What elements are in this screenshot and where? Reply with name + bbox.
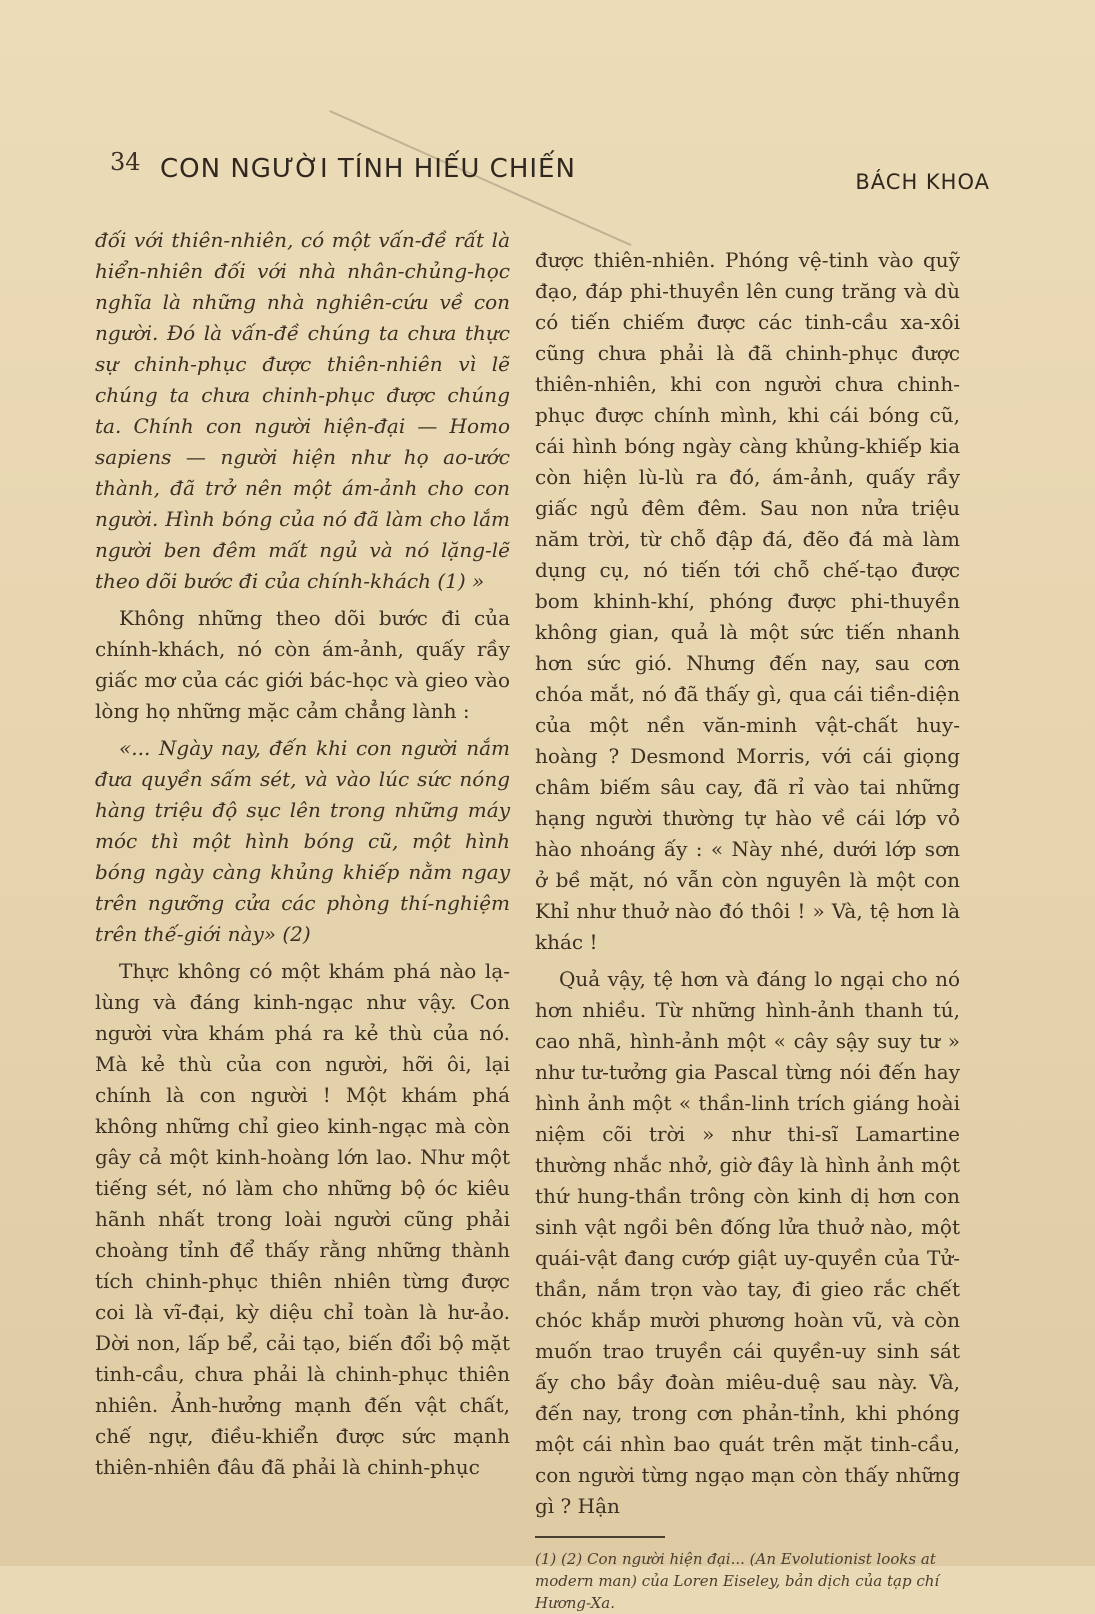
left-column: [95, 225, 510, 1489]
right-column: [535, 245, 960, 1614]
paragraph: Thực không có một khám phá nào lạ-lùng và đáng kinh-ngạc như vậy. Con người vừa khám phá ra kẻ thù của nó. Mà kẻ thù của con người, hỡi ôi, lại chính là con người ! Một khám phá không những chỉ gieo kinh-ngạc mà còn gây cả một kinh-hoàng lớn lao. Như một tiếng sét, nó làm cho những bộ óc kiêu hãnh nhất trong loài người cũng phải choàng tỉnh để thấy rằng những thành tích chinh-phục thiên nhiên từng được coi là vĩ-đại, kỳ diệu chỉ toàn là hư-ảo. Dời non, lấp bể, cải tạo, biến đổi bộ mặt tinh-cầu, chưa phải là chinh-phục thiên nhiên. Ảnh-hưởng mạnh đến vật chất, chế ngự, điều-khiển được sức mạnh thiên-nhiên đâu đã phải là chinh-phục: [95, 959, 510, 1479]
page-header: [110, 140, 990, 200]
page-number: 34: [110, 148, 141, 176]
footnote: (1) (2) Con người hiện đại... (An Evolutionist looks at modern man) của Loren Eiseley, bản dịch của tạp chí Hương-Xa.: [535, 1550, 940, 1612]
quote-block-2: «... Ngày nay, đến khi con người nắm đưa quyền sấm sét, và vào lúc sức nóng hàng triệu độ sục lên trong những máy móc thì một hình bóng cũ, một hình bóng ngày càng khủng khiếp nằm ngay trên ngưỡng cửa các phòng thí-nghiệm trên thế-giới này» (2): [95, 736, 510, 946]
paragraph: Không những theo dõi bước đi của chính-khách, nó còn ám-ảnh, quấy rầy giấc mơ của các giới bác-học và gieo vào lòng họ những mặc cảm chẳng lành :: [95, 606, 510, 723]
footnote-divider: [535, 1536, 665, 1538]
paragraph: Quả vậy, tệ hơn và đáng lo ngại cho nó hơn nhiều. Từ những hình-ảnh thanh tú, cao nhã, hình-ảnh một « cây sậy suy tư » như tư-tưởng gia Pascal từng nói đến hay hình ảnh một « thần-linh trích giáng hoài niệm cõi trời » như thi-sĩ Lamartine thường nhắc nhở, giờ đây là hình ảnh một thứ hung-thần trông còn kinh dị hơn con sinh vật ngồi bên đống lửa thuở nào, một quái-vật đang cướp giật uy-quyền của Tử-thần, nắm trọn vào tay, đi gieo rắc chết chóc khắp mười phương hoàn vũ, và còn muốn trao truyền cái quyền-uy sinh sát ấy cho bầy đoàn miêu-duệ sau này. Và, đến nay, trong cơn phản-tỉnh, khi phóng một cái nhìn bao quát trên mặt tinh-cầu, con người từng ngạo mạn còn thấy những gì ? Hận: [535, 967, 960, 1518]
quote-block-1: đối với thiên-nhiên, có một vấn-đề rất là hiển-nhiên đối với nhà nhân-chủng-học nghĩa là những nhà nghiên-cứu về con người. Đó là vấn-đề chúng ta chưa thực sự chinh-phục được thiên-nhiên vì lẽ chúng ta chưa chinh-phục được chúng ta. Chính con người hiện-đại — Homo sapiens — người hiện như họ ao-ước thành, đã trở nên một ám-ảnh cho con người. Hình bóng của nó đã làm cho lắm người ben đêm mất ngủ và nó lặng-lẽ theo dõi bước đi của chính-khách (1) »: [95, 228, 510, 593]
paragraph: được thiên-nhiên. Phóng vệ-tinh vào quỹ đạo, đáp phi-thuyền lên cung trăng và dù có tiến chiếm được các tinh-cầu xa-xôi cũng chưa phải là đã chinh-phục được thiên-nhiên, khi con người chưa chinh-phục được chính mình, khi cái bóng cũ, cái hình bóng ngày càng khủng-khiếp kia còn hiện lù-lù ra đó, ám-ảnh, quấy rầy giấc ngủ đêm đêm. Sau non nửa triệu năm trời, từ chỗ đập đá, đẽo đá mà làm dụng cụ, nó tiến tới chỗ chế-tạo được bom khinh-khí, phóng được phi-thuyền không gian, quả là một sức tiến nhanh hơn sức gió. Nhưng đến nay, sau cơn chóa mắt, nó đã thấy gì, qua cái tiền-diện của một nền văn-minh vật-chất huy-hoàng ? Desmond Morris, với cái giọng châm biếm sâu cay, đã rỉ vào tai những hạng người thường tự hào về cái lớp vỏ hào nhoáng ấy : « Này nhé, dưới lớp sơn ở bề mặt, nó vẫn còn nguyên là một con Khỉ như thuở nào đó thôi ! » Và, tệ hơn là khác !: [535, 248, 960, 954]
running-title: CON NGƯỜI TÍNH HIẾU CHIẾN: [160, 154, 576, 184]
magazine-name: BÁCH KHOA: [855, 170, 990, 194]
